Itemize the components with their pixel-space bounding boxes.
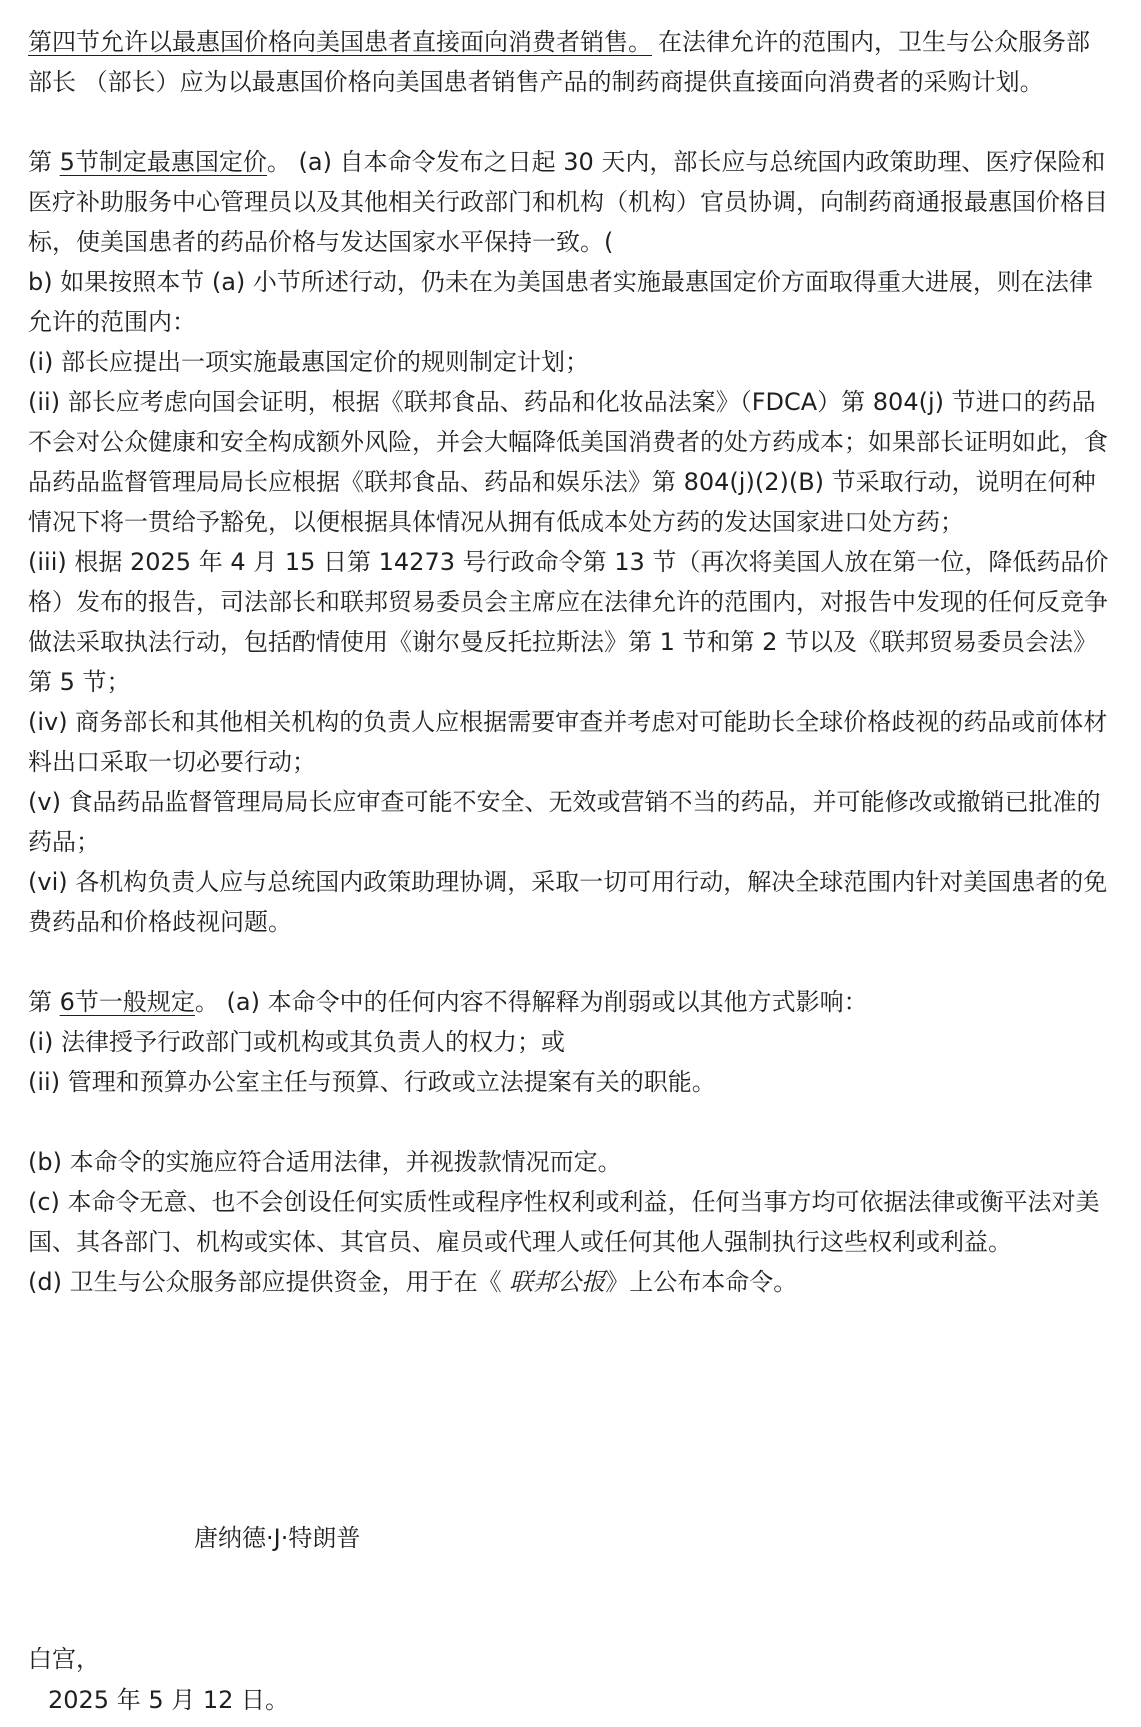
section-5-prefix: 第 — [28, 148, 60, 176]
section-4-title: 第四节允许以最惠国价格向美国患者直接面向消费者销售。 — [28, 28, 652, 56]
section-6-prefix: 第 — [28, 988, 60, 1016]
section-6-c: (c) 本命令无意、也不会创设任何实质性或程序性权利或利益，任何当事方均可依据法律或衡平法对美国、其各部门、机构或实体、其官员、雇员或代理人或任何其他人强制执行这些权利或利益。 — [28, 1188, 1100, 1256]
section-6-a — [28, 982, 1113, 1022]
section-4-body: 在法律允许的范围内，卫生与公众服务部 部长 （部长）应为以最惠国价格向美国患者销售产品的制药商提供直接面向消费者的采购计划。 — [28, 28, 1090, 96]
section-6-d — [28, 1262, 1113, 1302]
section-5-title: 5节制定最惠国定价 — [59, 148, 267, 176]
federal-register-title: 联邦公报 — [501, 1268, 606, 1296]
section-5-item-i: (i) 部长应提出一项实施最惠国定价的规则制定计划； — [28, 348, 590, 376]
section-5-item-iii: (iii) 根据 2025 年 4 月 15 日第 14273 号行政命令第 13 节（再次将美国人放在第一位，降低药品价格）发布的报告，司法部长和联邦贸易委员会主席应在法律允许的范围内，对报告中发现的任何反竞争做法采取执法行动，包括酌情使用《谢尔曼反托拉斯法》第 1 节和第 2 节以及《联邦贸易委员会法》第 5 节； — [28, 548, 1109, 696]
section-5-item-v: (v) 食品药品监督管理局局长应审查可能不安全、无效或营销不当的药品，并可能修改或撤销已批准的药品； — [28, 788, 1101, 856]
section-5-item-vi: (vi) 各机构负责人应与总统国内政策助理协调，采取一切可用行动，解决全球范围内针对美国患者的免费药品和价格歧视问题。 — [28, 868, 1108, 936]
section-6-d-pre: (d) 卫生与公众服务部应提供资金，用于在《 — [28, 1268, 502, 1296]
section-6-a-item-ii: (ii) 管理和预算办公室主任与预算、行政或立法提案有关的职能。 — [28, 1068, 716, 1096]
paragraph-gap — [28, 942, 1113, 982]
section-5-title-suffix: 。 — [266, 148, 291, 176]
section-6-title: 6节一般规定 — [59, 988, 195, 1016]
section-6-d-post: 》上公布本命令。 — [605, 1268, 798, 1296]
section-5-item-iv: (iv) 商务部长和其他相关机构的负责人应根据需要审查并考虑对可能助长全球价格歧视的药品或前体材料出口采取一切必要行动； — [28, 708, 1108, 776]
section-5-item-ii: (ii) 部长应考虑向国会证明，根据《联邦食品、药品和化妆品法案》（FDCA）第 804(j) 节进口的药品不会对公众健康和安全构成额外风险，并会大幅降低美国消费者的处方药成本；如果部长证明如此，食品药品监督管理局局长应根据《联邦食品、药品和娱乐法》第 804(j)(2)(B) 节采取行动，说明在何种情况下将一贯给予豁免，以便根据具体情况从拥有低成本处方药的发达国家进口处方药； — [28, 388, 1108, 536]
section-6-a-item-i: (i) 法律授予行政部门或机构或其负责人的权力；或 — [28, 1028, 566, 1056]
section-5-a — [28, 142, 1113, 262]
signing-place: 白宫， — [28, 1645, 100, 1673]
section-5-a-text: (a) 自本命令发布之日起 30 天内，部长应与总统国内政策助理、医疗保险和医疗补助服务中心管理员以及其他相关行政部门和机构（机构）官员协调，向制药商通报最惠国价格目标，使美国患者的药品价格与发达国家水平保持一致。( — [28, 148, 1108, 256]
paragraph-gap — [28, 102, 1113, 142]
section-6-a-text: (a) 本命令中的任何内容不得解释为削弱或以其他方式影响： — [218, 988, 868, 1016]
section-6-b: (b) 本命令的实施应符合适用法律，并视拨款情况而定。 — [28, 1148, 622, 1176]
section-6-title-suffix: 。 — [194, 988, 219, 1016]
paragraph-gap — [28, 1102, 1113, 1142]
section-4 — [28, 22, 1113, 102]
signature-name: 唐纳德·J·特朗普 — [194, 1524, 361, 1552]
signing-date: 2025 年 5 月 12 日。 — [48, 1686, 290, 1714]
section-5-b: b) 如果按照本节 (a) 小节所述行动，仍未在为美国患者实施最惠国定价方面取得重大进展，则在法律允许的范围内： — [28, 268, 1093, 336]
